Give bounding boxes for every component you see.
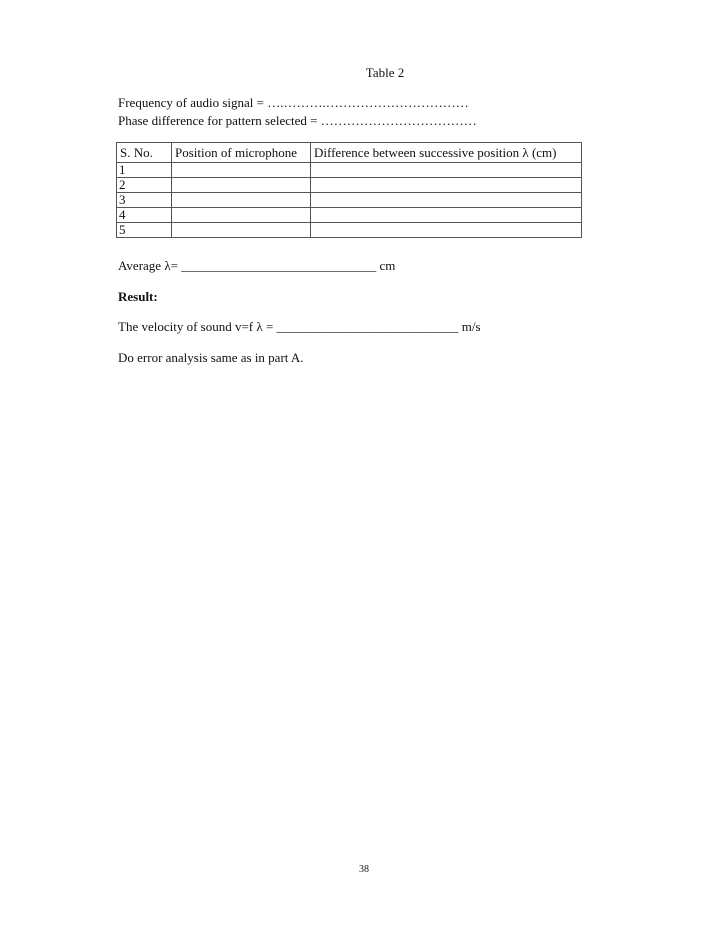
table-row <box>117 223 582 238</box>
table-header-row <box>117 143 582 163</box>
table-cell: 1 <box>117 163 172 178</box>
table-cell <box>311 178 582 193</box>
table-cell: 4 <box>117 208 172 223</box>
table-cell <box>311 223 582 238</box>
phase-difference-line: Phase difference for pattern selected = ……………………………… <box>118 113 477 128</box>
header-position: Position of microphone <box>172 143 311 163</box>
table-cell: 2 <box>117 178 172 193</box>
velocity-line: The velocity of sound v=f λ = ____________________________ m/s <box>118 319 481 334</box>
header-s-no: S. No. <box>117 143 172 163</box>
table-row <box>117 208 582 223</box>
table-row <box>117 163 582 178</box>
table-cell <box>172 223 311 238</box>
page-number: 38 <box>359 864 369 875</box>
table-cell <box>172 163 311 178</box>
error-analysis-note: Do error analysis same as in part A. <box>118 350 304 365</box>
table-cell <box>172 193 311 208</box>
average-wavelength-line: Average λ= ______________________________ cm <box>118 258 396 273</box>
table-row <box>117 178 582 193</box>
table-cell <box>311 163 582 178</box>
table-cell <box>172 178 311 193</box>
header-difference: Difference between successive position λ (cm) <box>311 143 582 163</box>
table-cell: 5 <box>117 223 172 238</box>
frequency-line: Frequency of audio signal = ….……….…………………………… <box>118 95 469 110</box>
table-title: Table 2 <box>365 65 405 80</box>
table-cell <box>172 208 311 223</box>
table-row <box>117 193 582 208</box>
result-heading: Result: <box>118 289 158 304</box>
table-cell <box>311 193 582 208</box>
table-cell: 3 <box>117 193 172 208</box>
observation-table <box>116 142 582 238</box>
table-cell <box>311 208 582 223</box>
